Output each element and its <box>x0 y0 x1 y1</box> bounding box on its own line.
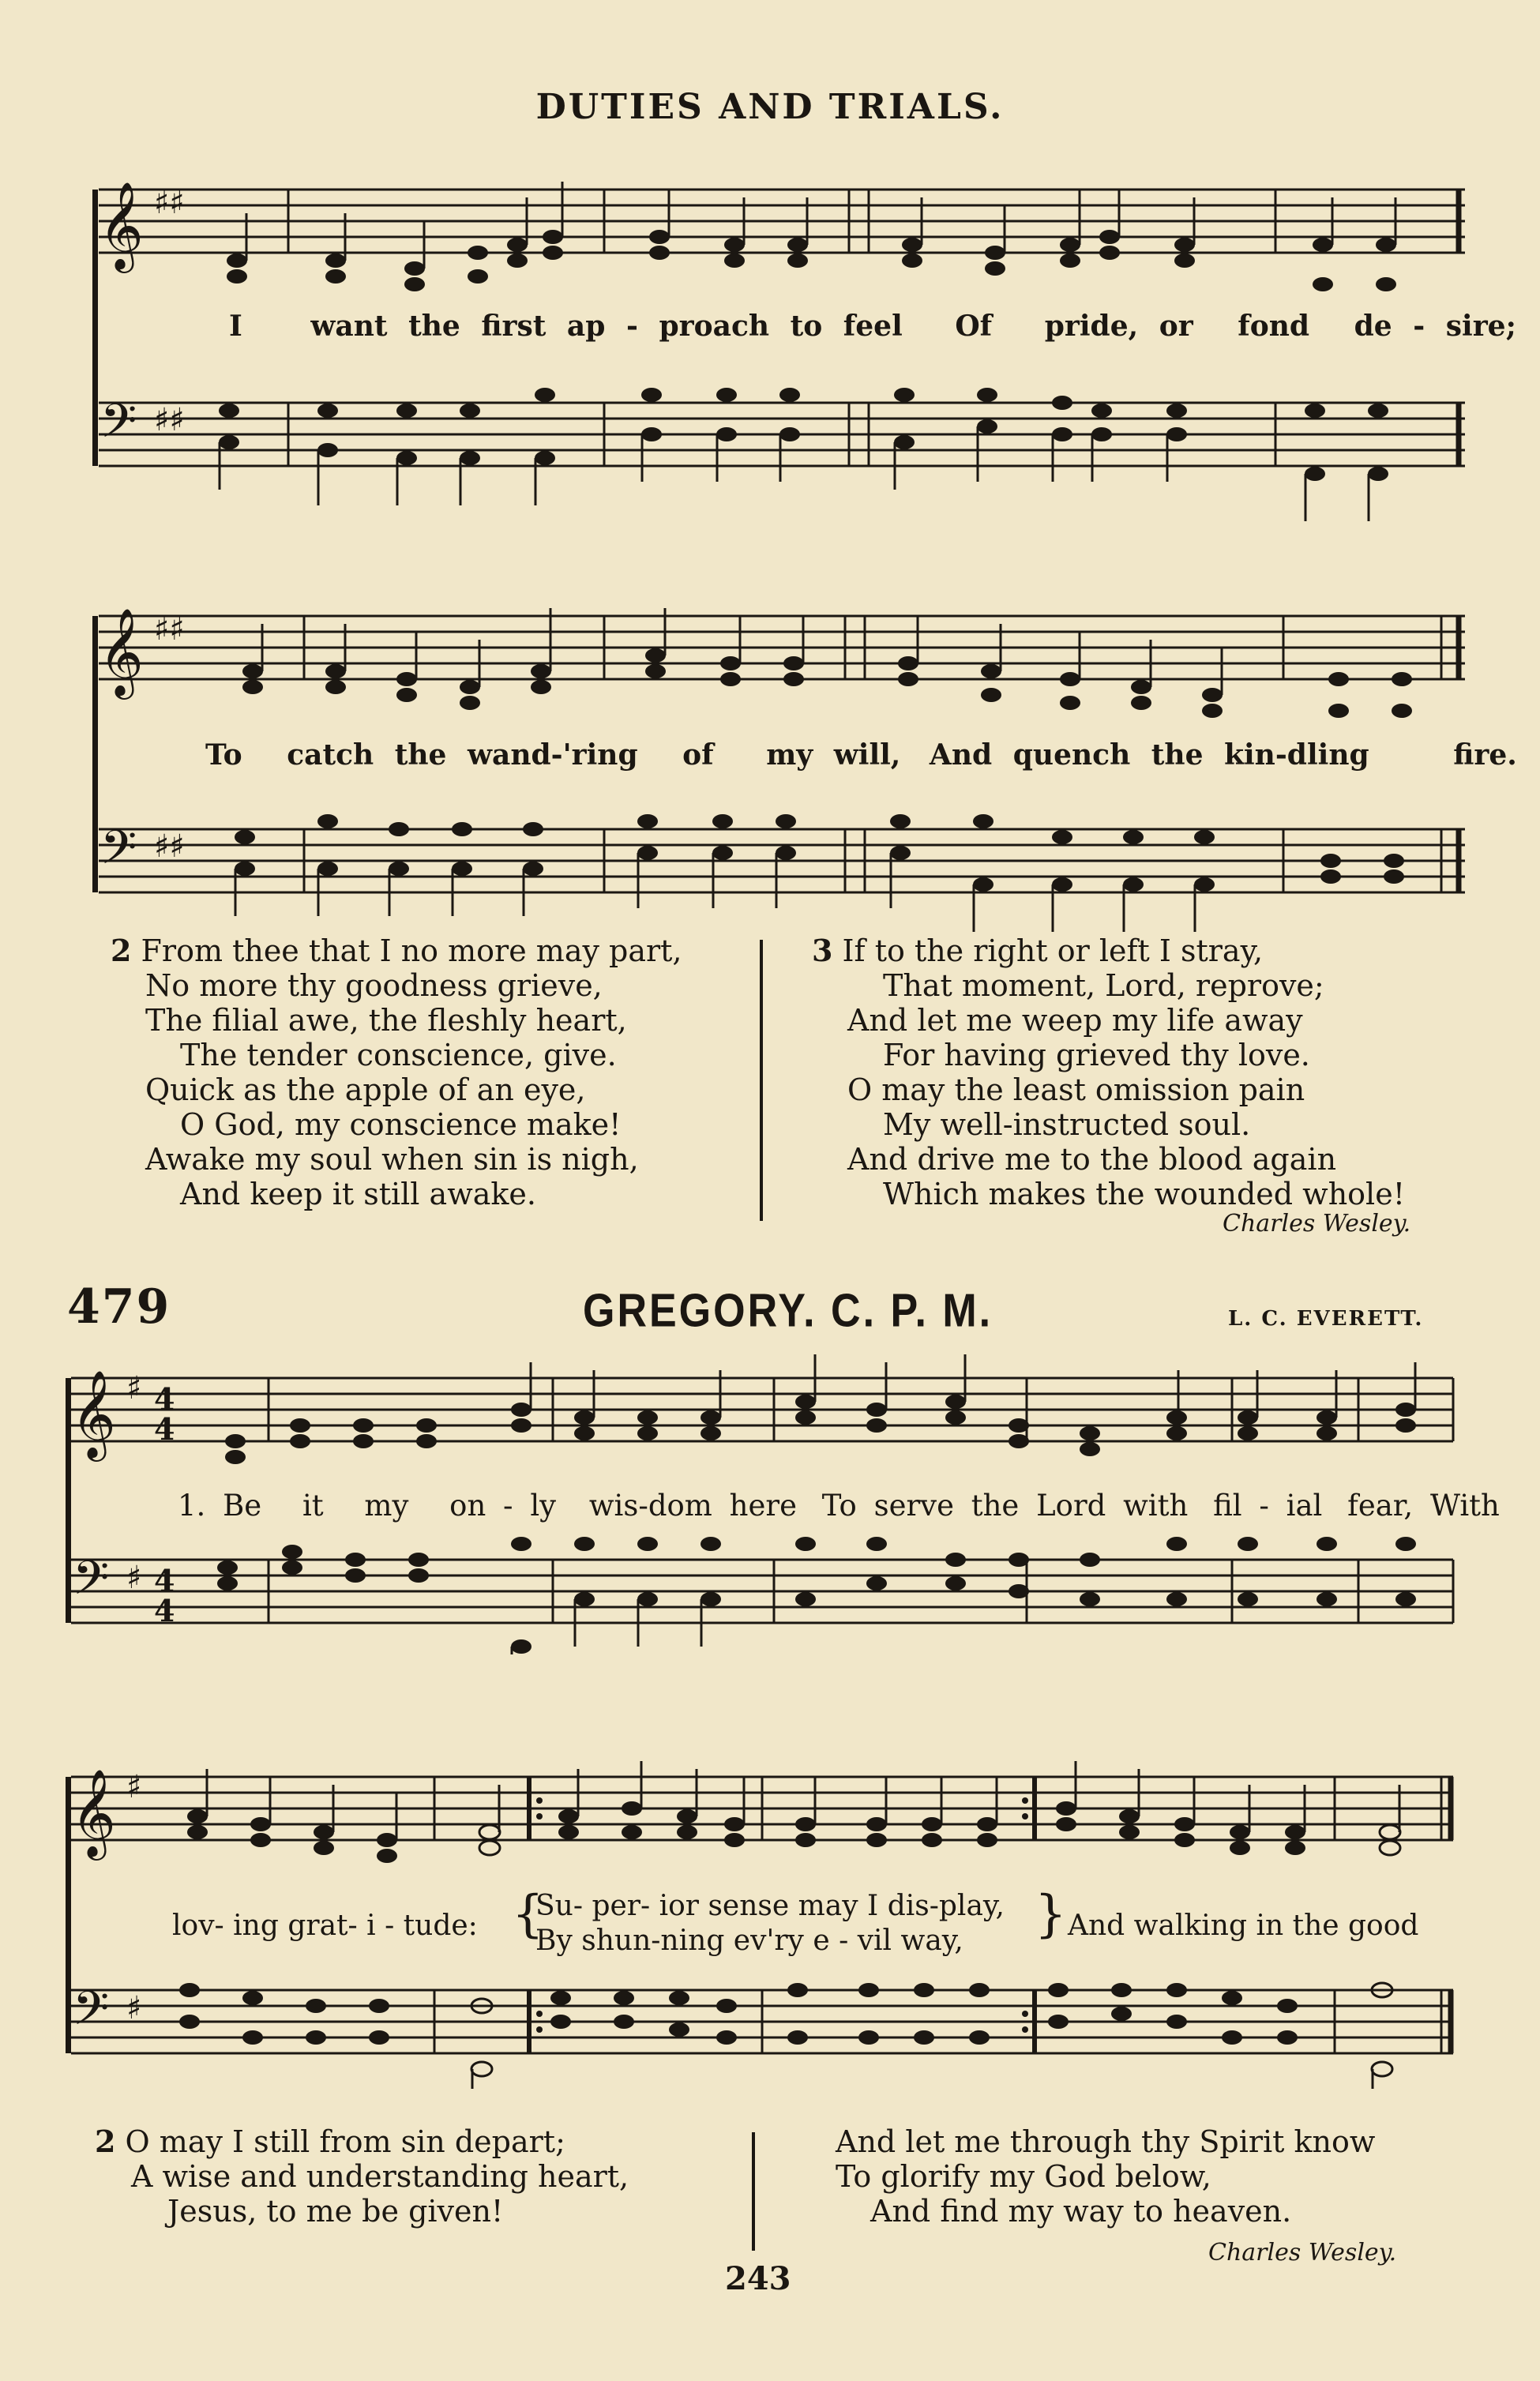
verse-line: O may the least omission pain <box>847 1072 1305 1107</box>
verse-number: 3 <box>812 933 833 968</box>
hymn2-attribution: Charles Wesley. <box>1208 2239 1397 2266</box>
lyric-word: Be <box>223 1489 262 1523</box>
lyric-word: - <box>503 1489 513 1523</box>
lyric-word: To <box>821 1489 857 1523</box>
verse-number: 2 <box>111 933 132 968</box>
hymn2-lyrics-line1 <box>178 1489 1500 1523</box>
lyric-word: de <box>1354 310 1392 343</box>
lyric-repeat-lower: By shun-ning ev'ry e - vil way, <box>535 1925 963 1957</box>
svg-text:4: 4 <box>154 1381 175 1417</box>
lyric-word: feel <box>843 310 903 343</box>
verse-number: 2 <box>95 2124 116 2159</box>
verse-line: No more thy goodness grieve, <box>145 968 603 1003</box>
lyric-word: wand-'ring <box>468 738 638 772</box>
svg-text:4: 4 <box>154 1411 175 1447</box>
verse-line: And let me weep my life away <box>847 1003 1303 1038</box>
hymn1-lyrics-line1 <box>229 310 1516 343</box>
verse-line: That moment, Lord, reprove; <box>883 968 1324 1003</box>
verse-divider <box>760 940 763 1221</box>
lyric-word: 1. <box>178 1489 206 1523</box>
lyric-word: quench <box>1012 738 1131 772</box>
svg-text:𝄢: 𝄢 <box>100 820 137 886</box>
hymn1-verse2 <box>111 933 682 1211</box>
left-brace: { <box>512 1885 544 1943</box>
svg-text:4: 4 <box>154 1563 175 1598</box>
hymn2-verse2-right <box>836 2124 1375 2229</box>
lyric-word: fire. <box>1453 738 1517 772</box>
svg-text:𝄞: 𝄞 <box>71 1768 116 1857</box>
svg-text:♯: ♯ <box>126 1560 142 1596</box>
verse-line: From thee that I no more may part, <box>141 933 682 968</box>
svg-text:𝄞: 𝄞 <box>99 607 144 696</box>
lyric-word: pride, <box>1044 310 1139 343</box>
lyric-word: my <box>364 1489 409 1523</box>
svg-text:♯♯: ♯♯ <box>154 828 185 865</box>
verse-line: And drive me to the blood again <box>847 1142 1337 1177</box>
verse-line: For having grieved thy love. <box>883 1038 1310 1072</box>
verse-line: And let me through thy Spirit know <box>836 2124 1376 2159</box>
lyric-word: the <box>394 738 447 772</box>
lyric-repeat-upper: Su- per- ior sense may I dis-play, <box>535 1890 1005 1922</box>
lyric-word: the <box>1151 738 1204 772</box>
svg-text:𝄢: 𝄢 <box>73 1981 110 2047</box>
verse-line: If to the right or left I stray, <box>842 933 1264 968</box>
lyric-word: my <box>766 738 813 772</box>
hymn2-lyrics-line2-end: And walking in the good <box>1068 1910 1419 1942</box>
lyric-word: of <box>682 738 714 772</box>
page-number: 243 <box>725 2260 791 2297</box>
lyric-word: I <box>229 310 242 343</box>
tune-name: GREGORY. C. P. M. <box>583 1284 993 1338</box>
svg-text:4: 4 <box>154 1593 175 1628</box>
lyric-word: first <box>481 310 547 343</box>
lyric-word: on <box>449 1489 486 1523</box>
page-header: DUTIES AND TRIALS. <box>535 87 1005 127</box>
hymn2-verse2-left <box>95 2124 629 2229</box>
hymn2-lyrics-repeat <box>535 1889 1005 1959</box>
lyric-word: will, <box>833 738 901 772</box>
lyric-word: catch <box>287 738 374 772</box>
lyric-word: with <box>1123 1489 1189 1523</box>
lyric-word: the <box>408 310 460 343</box>
lyric-word: fond <box>1238 310 1310 343</box>
verse-line: O God, my conscience make! <box>180 1107 622 1142</box>
lyric-word: - <box>1259 1489 1269 1523</box>
verse-line: Awake my soul when sin is nigh, <box>145 1142 639 1177</box>
verse-line: O may I still from sin depart; <box>125 2124 565 2159</box>
svg-text:𝄞: 𝄞 <box>71 1369 116 1458</box>
lyric-word: And <box>929 738 993 772</box>
lyric-word: to <box>790 310 823 343</box>
composer-name: L. C. EVERETT. <box>1228 1307 1424 1331</box>
lyric-word: To <box>205 738 242 772</box>
lyric-word: ap <box>566 310 606 343</box>
verse-line: And keep it still awake. <box>180 1177 536 1211</box>
svg-text:𝄢: 𝄢 <box>73 1550 110 1617</box>
verse-line: A wise and understanding heart, <box>131 2159 629 2194</box>
lyric-word: Lord <box>1036 1489 1106 1523</box>
lyric-word: the <box>971 1489 1020 1523</box>
music-staff-graphic <box>75 592 1473 956</box>
lyric-word: - <box>1413 310 1425 343</box>
svg-text:𝄢: 𝄢 <box>100 393 137 460</box>
verse-line: My well-instructed soul. <box>883 1107 1251 1142</box>
lyric-word: it <box>302 1489 324 1523</box>
svg-text:♯♯: ♯♯ <box>154 185 185 221</box>
lyric-word: proach <box>659 310 770 343</box>
svg-text:♯: ♯ <box>126 1990 142 2026</box>
svg-text:♯♯: ♯♯ <box>154 402 185 438</box>
hymn2-lyrics-line2-start: lov- ing grat- i - tude: <box>172 1910 478 1942</box>
lyric-word: - <box>625 310 638 343</box>
lyric-word: ly <box>530 1489 557 1523</box>
hymn1-verse3 <box>812 933 1405 1211</box>
lyric-word: or <box>1159 310 1193 343</box>
lyric-word: Of <box>955 310 993 343</box>
lyric-word: want <box>310 310 388 343</box>
verse-line: To glorify my God below, <box>836 2159 1211 2194</box>
music-staff-graphic <box>75 166 1473 529</box>
verse-divider <box>752 2132 755 2251</box>
svg-text:♯♯: ♯♯ <box>154 611 185 648</box>
svg-text:♯: ♯ <box>126 1370 142 1406</box>
lyric-word: fear, <box>1347 1489 1414 1523</box>
verse-line: Jesus, to me be given! <box>167 2194 504 2229</box>
hymn-number: 479 <box>67 1279 171 1335</box>
verse-line: Which makes the wounded whole! <box>883 1177 1405 1211</box>
lyric-word: fil <box>1213 1489 1242 1523</box>
lyric-word: ial <box>1286 1489 1323 1523</box>
lyric-word: sire; <box>1445 310 1516 343</box>
right-brace: } <box>1035 1885 1067 1943</box>
svg-text:♯: ♯ <box>126 1769 142 1805</box>
lyric-word: wis-dom <box>588 1489 712 1523</box>
hymn1-system2-score <box>75 592 1473 956</box>
lyric-word: With <box>1429 1489 1500 1523</box>
lyric-word: here <box>729 1489 797 1523</box>
hymn1-system1-score <box>75 166 1473 529</box>
verse-line: The filial awe, the fleshly heart, <box>145 1003 627 1038</box>
svg-text:𝄞: 𝄞 <box>99 181 144 269</box>
lyric-word: kin-dling <box>1224 738 1369 772</box>
verse-line: And find my way to heaven. <box>870 2194 1292 2229</box>
hymn1-attribution: Charles Wesley. <box>1223 1210 1411 1237</box>
verse-line: The tender conscience, give. <box>180 1038 617 1072</box>
verse-line: Quick as the apple of an eye, <box>145 1072 586 1107</box>
hymn1-lyrics-line2 <box>205 738 1517 772</box>
lyric-word: serve <box>873 1489 954 1523</box>
